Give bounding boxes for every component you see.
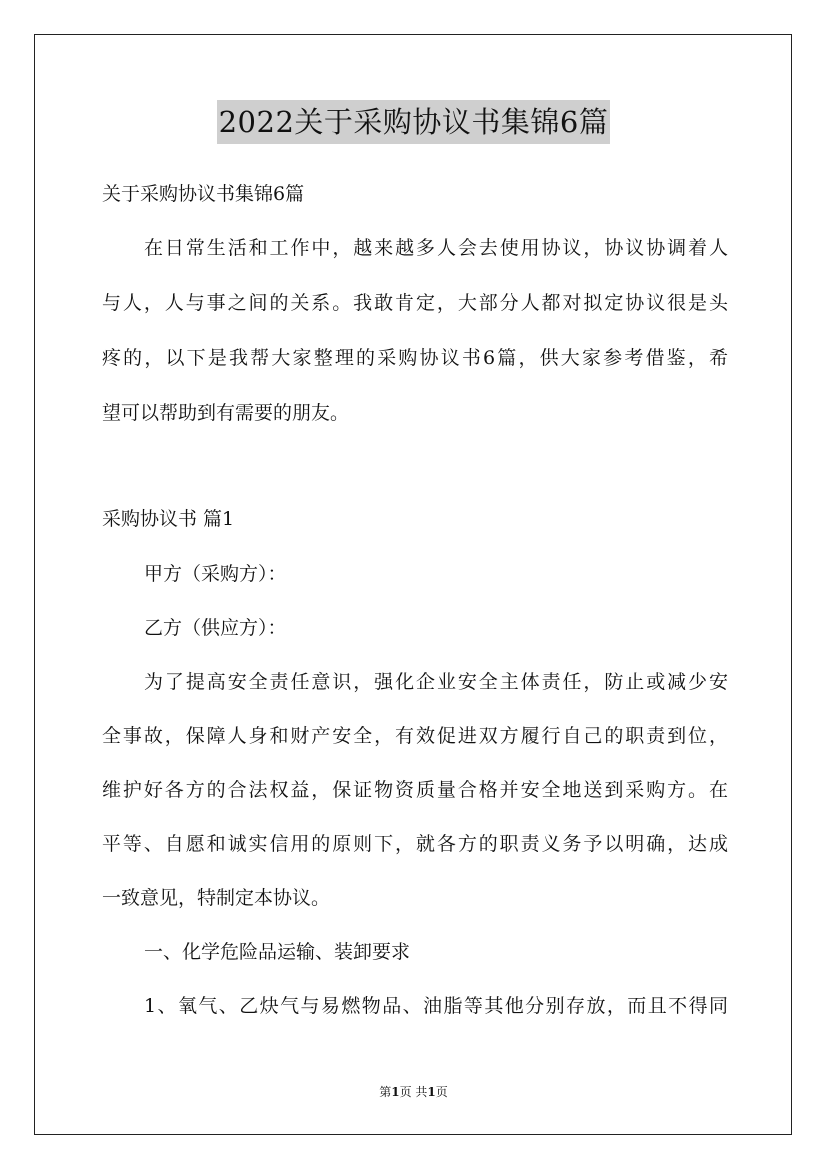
section-heading: 采购协议书 篇1: [102, 508, 235, 530]
body-line: 为了提高安全责任意识，强化企业安全主体责任，防止或减少安: [144, 671, 728, 693]
party-a-label: 甲方（采购方）：: [144, 563, 287, 585]
intro-line: 与人，人与事之间的关系。我敢肯定，大部分人都对拟定协议很是头: [102, 292, 728, 314]
footer-page-suffix: 页: [435, 1085, 448, 1099]
body-line: 平等、自愿和诚实信用的原则下，就各方的职责义务予以明确，达成: [102, 833, 728, 855]
document-subtitle: 关于采购协议书集锦6篇: [102, 183, 305, 205]
intro-line: 望可以帮助到有需要的朋友。: [102, 402, 350, 424]
title-container: [0, 100, 827, 144]
page-footer: [0, 1084, 827, 1100]
party-b-label: 乙方（供应方）：: [144, 617, 287, 639]
document-title: 2022关于采购协议书集锦6篇: [217, 100, 611, 144]
clause-line: 1、氧气、乙炔气与易燃物品、油脂等其他分别存放，而且不得同: [144, 995, 728, 1017]
body-line: 全事故，保障人身和财产安全，有效促进双方履行自己的职责到位，: [102, 725, 728, 747]
footer-page-mid: 页 共: [399, 1085, 428, 1099]
body-line: 一致意见，特制定本协议。: [102, 887, 331, 909]
footer-page-total: 1: [427, 1085, 436, 1099]
clause-heading: 一、化学危险品运输、装卸要求: [144, 941, 411, 963]
body-line: 维护好各方的合法权益，保证物资质量合格并安全地送到采购方。在: [102, 779, 728, 801]
intro-line: 疼的，以下是我帮大家整理的采购协议书6篇，供大家参考借鉴，希: [102, 347, 728, 369]
footer-page-number: 1: [391, 1085, 400, 1099]
footer-page-prefix: 第: [379, 1085, 392, 1099]
intro-line: 在日常生活和工作中，越来越多人会去使用协议，协议协调着人: [144, 237, 728, 259]
